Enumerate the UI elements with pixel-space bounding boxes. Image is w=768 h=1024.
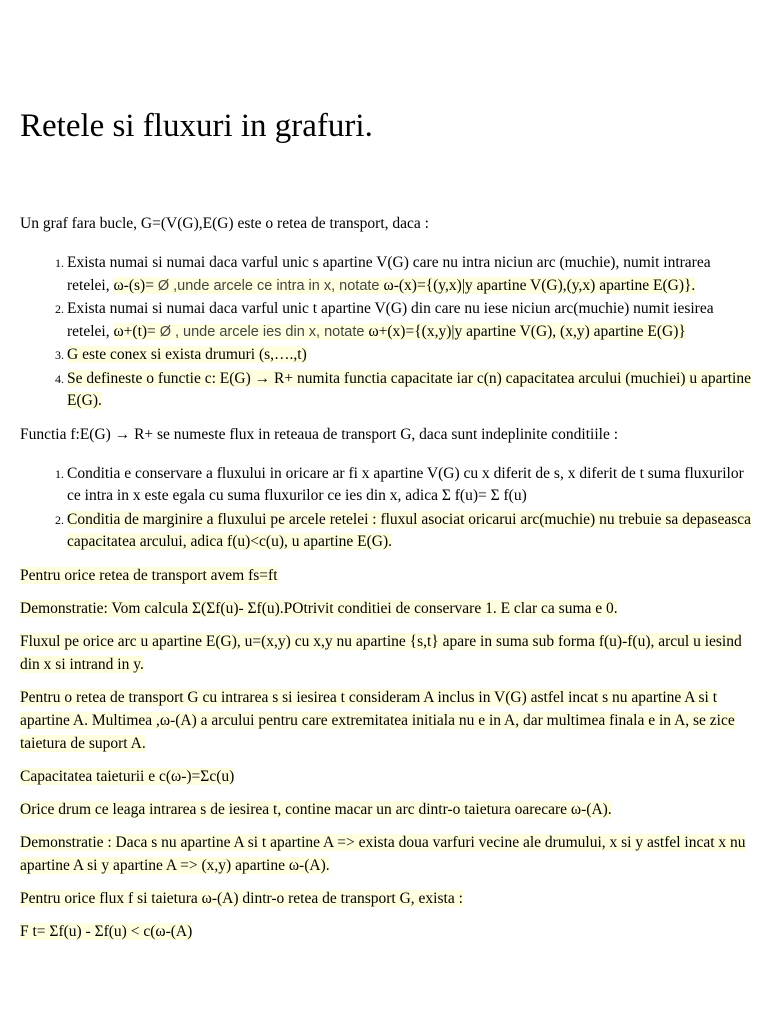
condition-1-sans-text: Ø ,unde arcele ce intra in x, notate [157, 277, 384, 294]
page-title: Retele si fluxuri in grafuri. [20, 108, 373, 144]
paragraph-cut-definition [20, 686, 756, 755]
condition-2-sans-text: Ø , unde arcele ies din x, notate [159, 323, 369, 340]
paragraph-demonstration-1 [20, 597, 756, 620]
condition-item-2 [67, 298, 756, 343]
flux-condition-item-1 [67, 463, 756, 508]
paragraph-arc-flux [20, 630, 756, 676]
condition-2-text: Exista numai si numai daca varful unic t apartine V(G) din care nu iese niciun arc(muchie) numit iesirea retelei, [67, 300, 714, 340]
condition-3-text: G este conex si exista drumuri (s,….,t) [67, 346, 307, 363]
paragraph-formula [20, 920, 756, 943]
paragraph-cut-capacity-text: Capacitatea taieturii e c(ω-)=Σc(u) [20, 767, 235, 785]
paragraph-formula-text: F t= Σf(u) - Σf(u) < c(ω-(A) [20, 922, 193, 940]
condition-4-text: Se defineste o functie c: E(G) → R+ numita functia capacitate iar c(n) capacitatea arcului (muchiei) u apartine E(G). [67, 369, 751, 409]
paragraph-demonstration-2-text: Demonstratie : Daca s nu apartine A si t apartine A => exista doua varfuri vecine ale drumului, x si y astfel incat x nu apartine A si y apartine A => (x,y) apartine ω-(A). [20, 833, 746, 874]
condition-2-omega-x: ω+(x)={(x,y)|y apartine V(G), (x,y) apartine E(G)} [368, 322, 686, 340]
flux-condition-1-text: Conditia e conservare a fluxului in oricare ar fi x apartine V(G) cu x diferit de s, x diferit de t suma fluxurilor ce intra in x este egala cu suma fluxurilor ce ies din x, adica Σ f(u)= Σ f(u) [67, 464, 744, 504]
flux-definition-paragraph: Functia f:E(G) → R+ se numeste flux in reteaua de transport G, daca sunt indeplinite conditiile : [20, 425, 619, 443]
paragraph-flux-cut [20, 887, 756, 910]
paragraph-fs-ft [20, 564, 756, 587]
paragraph-cut-capacity [20, 765, 756, 788]
flux-conditions-list [20, 463, 756, 554]
paragraph-cut-definition-text: Pentru o retea de transport G cu intrarea s si iesirea t consideram A inclus in V(G) astfel incat s nu apartine A si t apartine A. Multimea ,ω-(A) a arcului pentru care extremitatea initiala nu e in A, dar multimea finala e in A, se zice taietura de suport A. [20, 688, 735, 752]
paragraph-path-cut [20, 798, 756, 821]
condition-item-4 [67, 368, 756, 413]
condition-1-text: Exista numai si numai daca varful unic s apartine V(G) care nu intra niciun arc (muchie), numit intrarea retelei, [67, 254, 711, 294]
paragraph-demonstration-2 [20, 831, 756, 877]
flux-condition-2-text: Conditia de marginire a fluxului pe arcele retelei : fluxul asociat oricarui arc(muchie) nu trebuie sa depaseasca capacitatea arcului, adica f(u)<c(u), u apartine E(G). [67, 510, 751, 550]
flux-condition-item-2 [67, 509, 756, 554]
condition-item-3 [67, 344, 756, 367]
condition-2-omega-t: ω+(t)= [113, 322, 160, 340]
paragraph-fs-ft-text: Pentru orice retea de transport avem fs=ft [20, 566, 278, 584]
paragraph-arc-flux-text: Fluxul pe orice arc u apartine E(G), u=(x,y) cu x,y nu apartine {s,t} apare in suma sub forma f(u)-f(u), arcul u iesind din x si intrand in y. [20, 632, 742, 673]
paragraph-demonstration-1-text: Demonstratie: Vom calcula Σ(Σf(u)- Σf(u).POtrivit conditiei de conservare 1. E clar ca suma e 0. [20, 599, 618, 617]
condition-1-omega-x: ω-(x)={(y,x)|y apartine V(G),(y,x) apartine E(G)}. [383, 276, 696, 294]
network-conditions-list [20, 252, 756, 413]
condition-item-1 [67, 252, 756, 297]
paragraph-flux-cut-text: Pentru orice flux f si taietura ω-(A) dintr-o retea de transport G, exista : [20, 889, 463, 907]
document-body [20, 212, 756, 953]
condition-1-omega-s: ω-(s)= [113, 276, 158, 294]
paragraph-path-cut-text: Orice drum ce leaga intrarea s de iesirea t, contine macar un arc dintr-o taietura oarecare ω-(A). [20, 800, 612, 818]
intro-paragraph: Un graf fara bucle, G=(V(G),E(G) este o retea de transport, daca : [20, 215, 429, 232]
